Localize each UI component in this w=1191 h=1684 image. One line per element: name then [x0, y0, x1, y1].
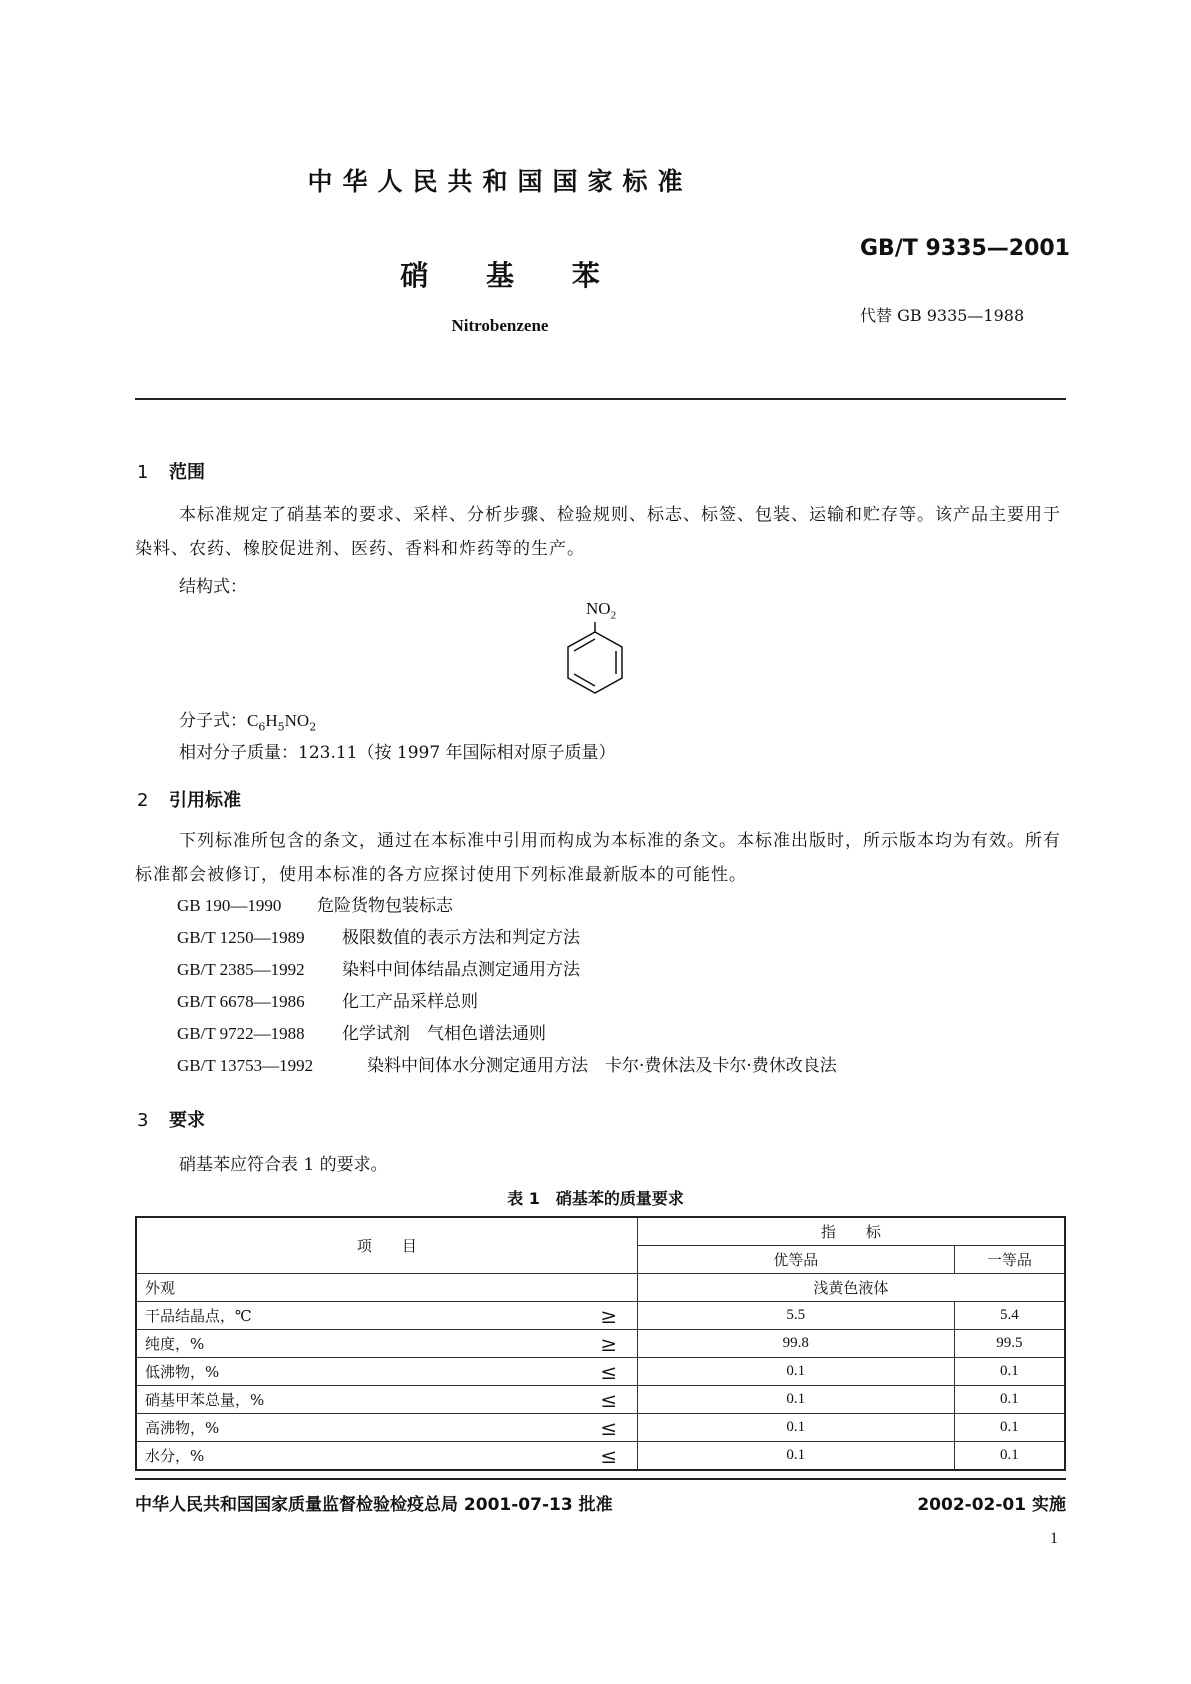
table-caption: 表 1 硝基苯的质量要求	[507, 1189, 684, 1208]
paragraph-text: 本标准规定了硝基苯的要求、采样、分析步骤、检验规则、标志、标签、包装、运输和贮存等。该产品主要用于染料、农药、橡胶促进剂、医药、香料和炸药等的生产。	[135, 505, 1061, 559]
reference-code: GB/T 2385—1992	[177, 960, 305, 979]
row-item: 水分，%	[136, 1442, 581, 1471]
row-value-grade-1: 0.1	[637, 1414, 954, 1442]
section-title: 范围	[169, 462, 205, 483]
row-item: 低沸物，%	[136, 1358, 581, 1386]
section-2-heading	[137, 786, 241, 812]
page-number: 1	[1050, 1530, 1058, 1547]
effective-date: 2002-02-01 实施	[917, 1495, 1066, 1515]
row-value-grade-1: 99.8	[637, 1330, 954, 1358]
section-number: 2	[137, 790, 149, 811]
header-index: 指 标	[637, 1217, 1065, 1246]
header-item: 项 目	[136, 1217, 637, 1274]
table-row	[136, 1274, 1065, 1302]
table-row	[136, 1442, 1065, 1471]
standard-number: GB/T 9335—2001	[860, 236, 1070, 261]
reference-item	[177, 923, 580, 948]
table-row	[136, 1414, 1065, 1442]
quality-requirements-table	[135, 1216, 1066, 1471]
benzene-ring-icon	[560, 622, 630, 700]
molar-mass: 相对分子质量：123.11（按 1997 年国际相对原子质量）	[179, 743, 616, 763]
header-rule	[135, 398, 1066, 400]
reference-name: 化工产品采样总则	[342, 992, 478, 1012]
paragraph-text: 下列标准所包含的条文，通过在本标准中引用而构成为本标准的条文。本标准出版时，所示版本均为有效。所有标准都会被修订，使用本标准的各方应探讨使用下列标准最新版本的可能性。	[135, 831, 1061, 885]
row-value-grade-2: 5.4	[954, 1302, 1065, 1330]
row-comparator: ≥	[581, 1330, 638, 1358]
reference-name: 染料中间体水分测定通用方法 卡尔·费休法及卡尔·费休改良法	[367, 1056, 837, 1076]
formula-c-sub: 6	[258, 720, 266, 734]
structure-label: 结构式：	[179, 577, 247, 597]
reference-code: GB/T 6678—1986	[177, 992, 305, 1011]
row-comparator: ≤	[581, 1358, 638, 1386]
section-1-heading	[137, 458, 205, 484]
formula-h: H	[265, 711, 278, 730]
molecular-formula-label: 分子式：	[179, 711, 247, 731]
row-comparator: ≥	[581, 1302, 638, 1330]
reference-item	[177, 891, 453, 916]
reference-item	[177, 987, 478, 1012]
row-item: 纯度，%	[136, 1330, 581, 1358]
reference-name: 染料中间体结晶点测定通用方法	[342, 960, 580, 980]
formula-no-sub: 2	[309, 720, 317, 734]
row-item: 硝基甲苯总量，%	[136, 1386, 581, 1414]
row-item: 干品结晶点，℃	[136, 1302, 581, 1330]
document-title: 硝 基 苯	[400, 259, 624, 292]
reference-name: 极限数值的表示方法和判定方法	[342, 928, 580, 948]
header-grade-1: 优等品	[637, 1246, 954, 1274]
section-number: 3	[137, 1110, 149, 1131]
section-title: 要求	[169, 1110, 205, 1131]
reference-item	[177, 1051, 837, 1076]
section-3-paragraph: 硝基苯应符合表 1 的要求。	[179, 1155, 388, 1175]
nitro-text: NO	[586, 599, 611, 618]
reference-code: GB/T 13753—1992	[177, 1056, 314, 1075]
row-comparator: ≤	[581, 1386, 638, 1414]
reference-code: GB/T 1250—1989	[177, 928, 305, 947]
replaces-standard: 代替 GB 9335—1988	[860, 306, 1025, 325]
row-value-grade-2: 99.5	[954, 1330, 1065, 1358]
formula-h-sub: 5	[277, 720, 285, 734]
section-3-heading	[137, 1106, 205, 1132]
formula-c: C	[247, 711, 259, 730]
reference-item	[177, 1019, 546, 1044]
table-row	[136, 1386, 1065, 1414]
reference-name: 化学试剂 气相色谱法通则	[342, 1024, 546, 1044]
row-value-grade-1: 0.1	[637, 1442, 954, 1471]
table-row	[136, 1330, 1065, 1358]
row-value-grade-2: 0.1	[954, 1414, 1065, 1442]
molecular-formula	[179, 706, 316, 733]
formula-no: NO	[284, 711, 310, 730]
section-1-paragraph	[135, 498, 1066, 566]
table-row	[136, 1302, 1065, 1330]
row-value-grade-1: 0.1	[637, 1358, 954, 1386]
reference-code: GB/T 9722—1988	[177, 1024, 305, 1043]
section-number: 1	[137, 462, 149, 483]
table-row	[136, 1358, 1065, 1386]
row-value-grade-1: 0.1	[637, 1386, 954, 1414]
reference-code: GB 190—1990	[177, 896, 282, 915]
nitro-subscript: 2	[610, 609, 617, 622]
national-standard-heading: 中华人民共和国国家标准	[307, 167, 693, 196]
row-item: 高沸物，%	[136, 1414, 581, 1442]
nitro-group-label	[586, 599, 616, 621]
table-header-row	[136, 1217, 1065, 1246]
row-value: 浅黄色液体	[637, 1274, 1065, 1302]
section-2-paragraph	[135, 824, 1066, 892]
row-item: 外观	[136, 1274, 637, 1302]
footer-rule	[135, 1478, 1066, 1480]
row-comparator: ≤	[581, 1442, 638, 1471]
reference-name: 危险货物包装标志	[317, 896, 453, 916]
row-comparator: ≤	[581, 1414, 638, 1442]
row-value-grade-1: 5.5	[637, 1302, 954, 1330]
approval-statement: 中华人民共和国国家质量监督检验检疫总局 2001-07-13 批准	[135, 1495, 613, 1515]
row-value-grade-2: 0.1	[954, 1442, 1065, 1471]
row-value-grade-2: 0.1	[954, 1358, 1065, 1386]
row-value-grade-2: 0.1	[954, 1386, 1065, 1414]
document-title-english: Nitrobenzene	[451, 316, 549, 335]
section-title: 引用标准	[169, 790, 241, 811]
reference-item	[177, 955, 580, 980]
header-grade-2: 一等品	[954, 1246, 1065, 1274]
